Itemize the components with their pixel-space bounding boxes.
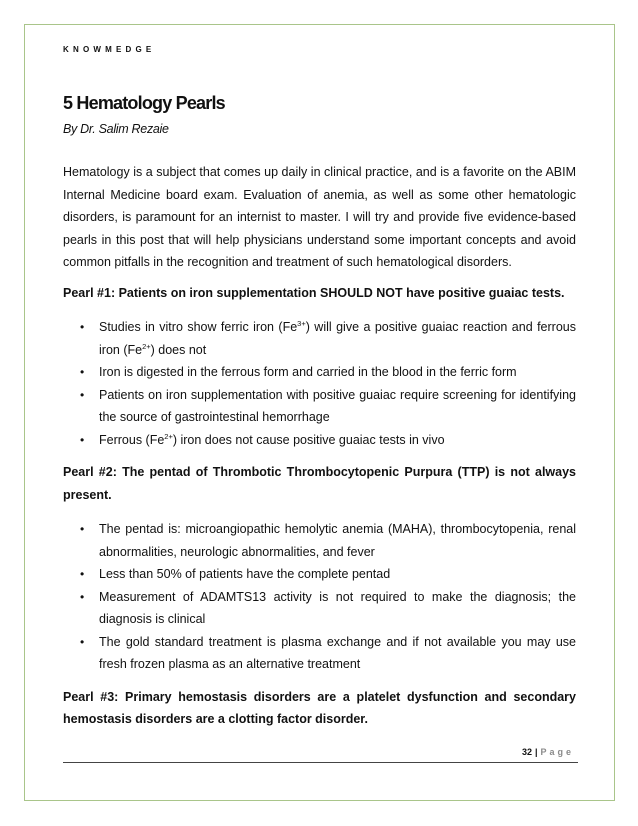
pearl-2-list [63,518,576,676]
list-item: • The pentad is: microangiopathic hemolytic anemia (MAHA), thrombocytopenia, renal abnormalities, neurologic abnormalities, and fever [99,518,576,563]
pearl-1-heading: Pearl #1: Patients on iron supplementation SHOULD NOT have positive guaiac tests. [63,285,565,300]
list-item: • Less than 50% of patients have the complete pentad [99,563,576,586]
intro-paragraph: Hematology is a subject that comes up daily in clinical practice, and is a favorite on the ABIM Internal Medicine board exam. Evaluation of anemia, as well as some other hematologic disorders, is paramount for an internist to master. I will try and provide five evidence-based pearls in this post that will help physicians understand some important concepts and avoid common pitfalls in the recognition and treatment of such hematological disorders. [63,165,576,269]
page-label: Page [540,747,574,757]
list-item [99,429,576,452]
article-title: 5 Hematology Pearls [63,93,225,113]
article-body [63,161,576,743]
pearl-1-list [63,316,576,451]
page-number-value: 32 [521,747,532,757]
author-byline: By Dr. Salim Rezaie [63,122,169,136]
page-number [522,747,574,757]
pearl-2-heading: Pearl #2: The pentad of Thrombotic Thrombocytopenic Purpura (TTP) is not always present. [63,465,576,502]
list-item-text: Ferrous (Fe [99,432,165,447]
superscript: 2+ [142,341,151,351]
list-item-text: ) will give a positive guaiac reaction and ferrous iron (Fe [99,320,576,357]
brand-header: KNOWMEDGE [63,45,156,54]
list-item [99,316,576,361]
footer-divider [63,762,578,763]
list-item-text: ) iron does not cause positive guaiac tests in vivo [172,432,445,447]
pearl-3-heading: Pearl #3: Primary hemostasis disorders are a platelet dysfunction and secondary hemostasis disorders are a clotting factor disorder. [63,689,576,726]
list-item-text: ) does not [150,342,207,357]
superscript: 2+ [164,431,173,441]
list-item: • Measurement of ADAMTS13 activity is not required to make the diagnosis; the diagnosis is clinical [99,586,576,631]
list-item: • The gold standard treatment is plasma exchange and if not available you may use fresh frozen plasma as an alternative treatment [99,631,576,676]
page-separator: | [534,747,538,757]
list-item: • Iron is digested in the ferrous form and carried in the blood in the ferric form [99,361,576,384]
superscript: 3+ [297,319,306,328]
list-item: • Patients on iron supplementation with positive guaiac require screening for identifying the source of gastrointestinal hemorrhage [99,384,576,429]
list-item-text: Studies in vitro show ferric iron (Fe [99,320,298,334]
